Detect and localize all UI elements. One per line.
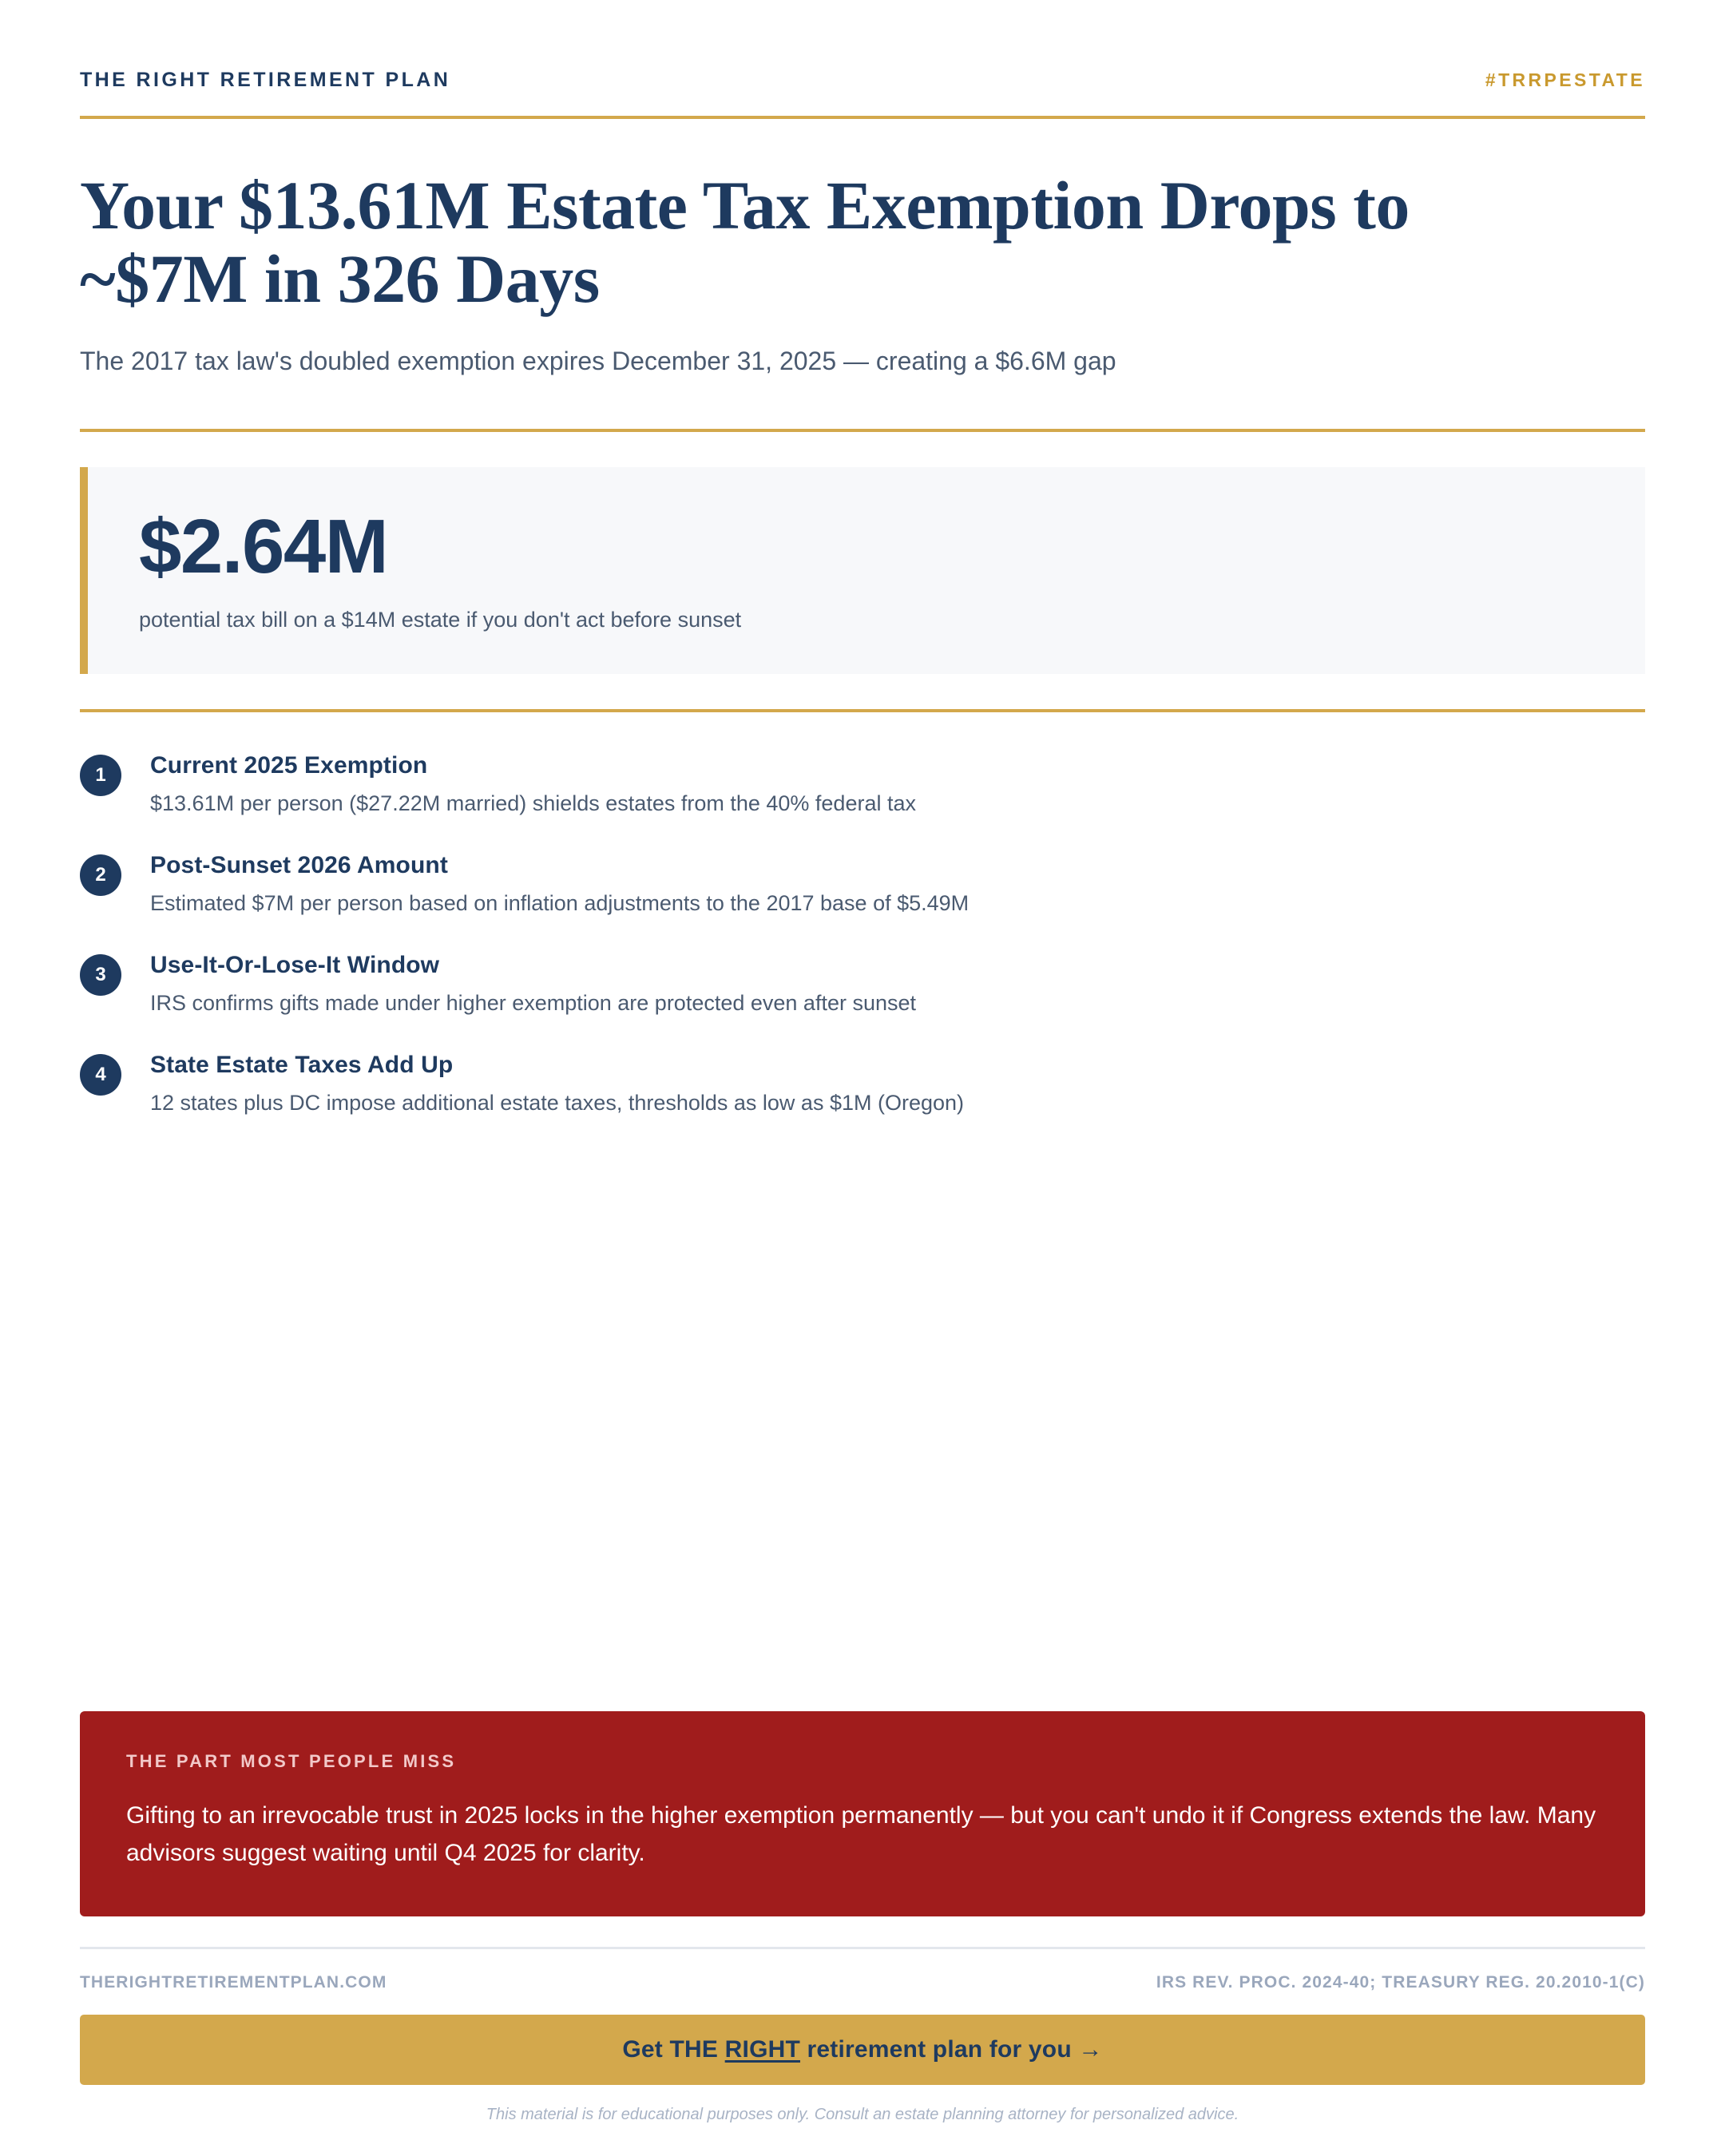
section-divider-top: [80, 429, 1645, 432]
point-number-badge: 1: [80, 755, 121, 796]
point-description: IRS confirms gifts made under higher exemption are protected even after sunset: [150, 991, 917, 1016]
footer-source-citation: IRS REV. PROC. 2024-40; TREASURY REG. 20.2010-1(C): [1156, 1973, 1645, 1992]
point-description: 12 states plus DC impose additional estate taxes, thresholds as low as $1M (Oregon): [150, 1091, 965, 1116]
point-body: [150, 952, 916, 1016]
callout-box: [80, 1711, 1645, 1916]
cta-text-emphasis: RIGHT: [724, 2036, 800, 2063]
callout-kicker: THE PART MOST PEOPLE MISS: [126, 1751, 457, 1771]
section-divider-bottom: [80, 709, 1645, 712]
point-body: [150, 852, 969, 916]
footer-meta: [80, 1973, 1645, 1992]
point-description: $13.61M per person ($27.22M married) shields estates from the 40% federal tax: [150, 791, 916, 816]
page-title: Your $13.61M Estate Tax Exemption Drops to ~$7M in 326 Days: [80, 167, 1410, 318]
list-item: [80, 752, 1645, 816]
cta-button-label: [622, 2036, 1102, 2063]
point-title: Current 2025 Exemption: [150, 752, 428, 779]
cta-text-post: retirement plan for you →: [800, 2036, 1103, 2063]
point-number-badge: 4: [80, 1054, 121, 1096]
brand-name: THE RIGHT RETIREMENT PLAN: [80, 69, 451, 91]
point-title: State Estate Taxes Add Up: [150, 1052, 454, 1079]
list-item: [80, 1052, 1645, 1116]
point-description: Estimated $7M per person based on inflation adjustments to the 2017 base of $5.49M: [150, 891, 970, 916]
point-number-badge: 2: [80, 854, 121, 896]
key-stat-value: $2.64M: [139, 504, 388, 590]
point-number-badge: 3: [80, 954, 121, 996]
masthead: [80, 0, 1645, 92]
callout-text: Gifting to an irrevocable trust in 2025 locks in the higher exemption permanently — but you can't undo it if Congress extends the law. Many advisors suggest waiting until Q4 2025 for clarity.: [126, 1802, 1596, 1866]
page-subtitle: The 2017 tax law's doubled exemption expires December 31, 2025 — creating a $6.6M gap: [80, 347, 1116, 376]
header-divider: [80, 116, 1645, 119]
list-item: [80, 852, 1645, 916]
footer-divider: [80, 1947, 1645, 1949]
campaign-hashtag: #TRRPESTATE: [1485, 69, 1645, 90]
point-body: [150, 752, 916, 816]
point-title: Post-Sunset 2026 Amount: [150, 852, 448, 879]
point-title: Use-It-Or-Lose-It Window: [150, 952, 440, 979]
legal-disclaimer: This material is for educational purposes only. Consult an estate planning attorney for personalized advice.: [486, 2106, 1239, 2123]
cta-text-pre: Get THE: [622, 2036, 725, 2063]
point-body: [150, 1052, 964, 1116]
layout-spacer: [80, 1116, 1645, 1711]
key-points-list: [80, 752, 1645, 1116]
key-stat-label: potential tax bill on a $14M estate if you don't act before sunset: [139, 608, 742, 632]
key-stat-box: [80, 467, 1645, 674]
cta-button[interactable]: [80, 2015, 1645, 2085]
footer-website[interactable]: THERIGHTRETIREMENTPLAN.COM: [80, 1973, 387, 1992]
list-item: [80, 952, 1645, 1016]
